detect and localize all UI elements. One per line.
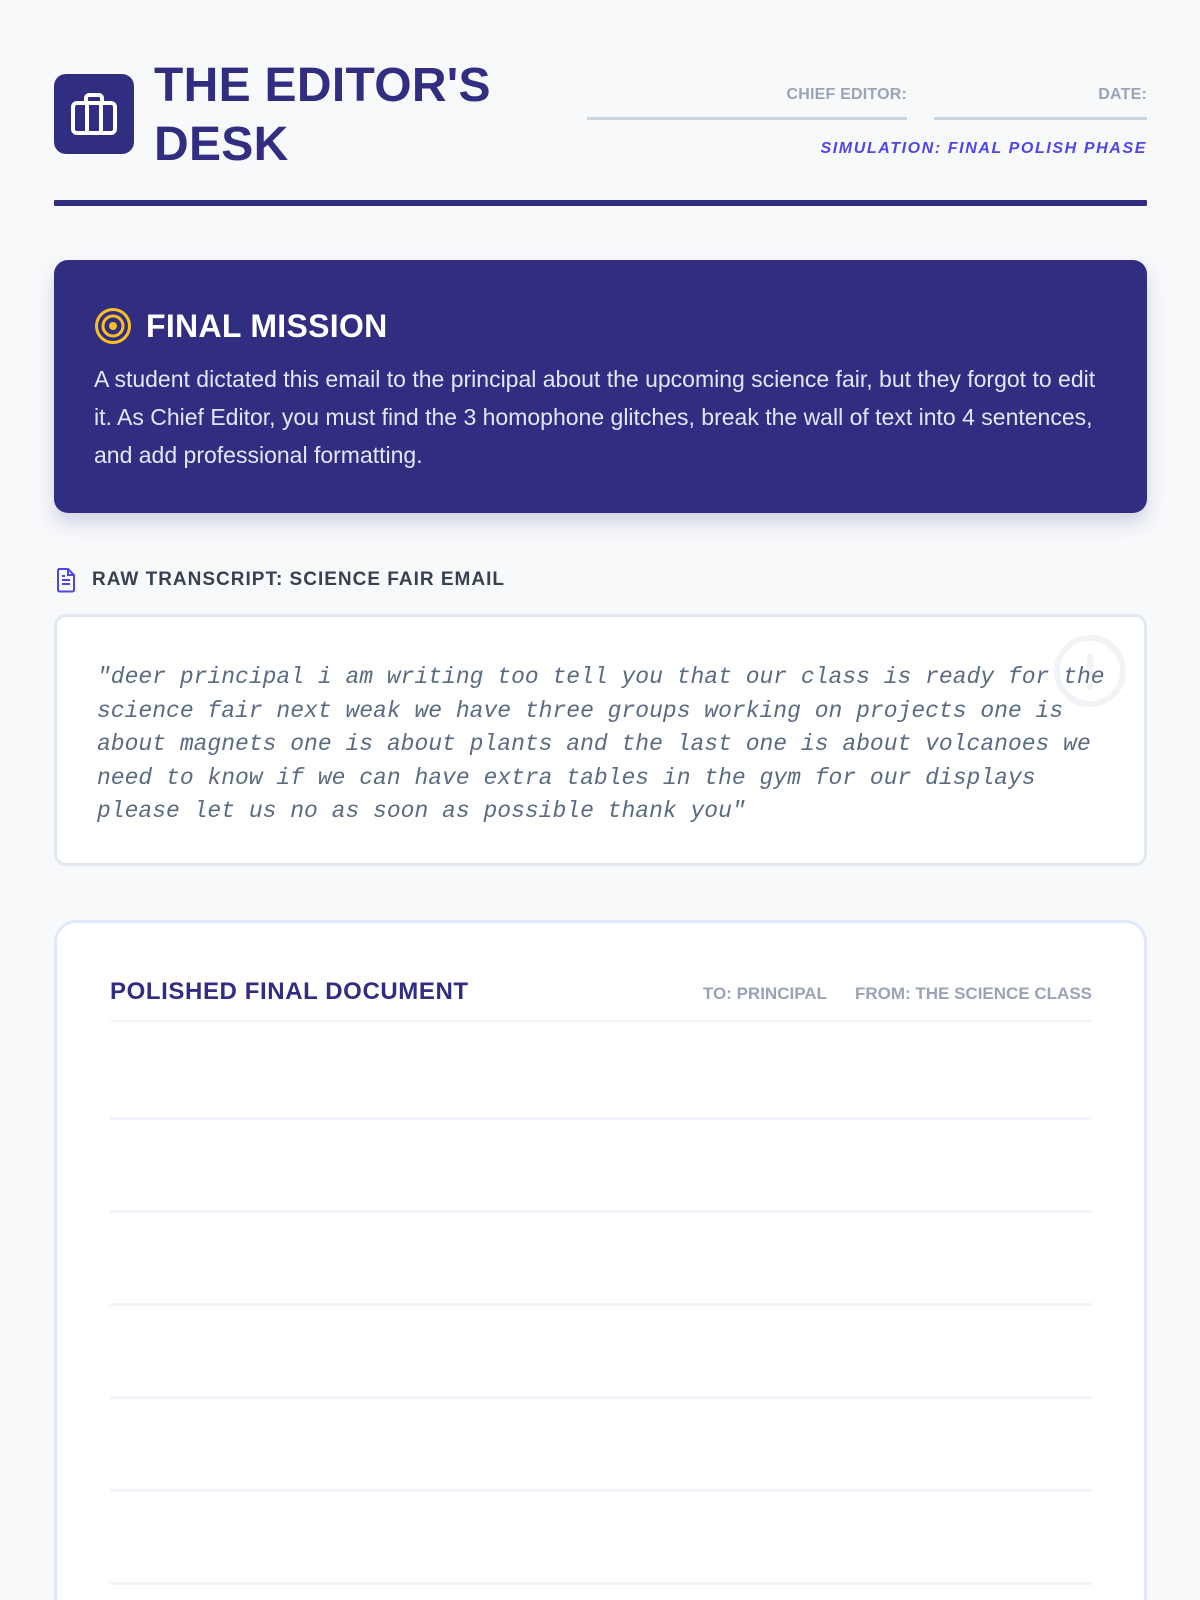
- writing-line[interactable]: [110, 1117, 1092, 1120]
- date-field[interactable]: [934, 86, 1147, 120]
- from-sender: FROM: THE SCIENCE CLASS: [854, 984, 1092, 1003]
- logo: [54, 74, 134, 154]
- header-divider: [54, 200, 1147, 206]
- mission-title: FINAL MISSION: [146, 307, 388, 344]
- mission-card: [54, 260, 1147, 513]
- mission-heading: [94, 306, 388, 346]
- simulation-phase-label: SIMULATION: FINAL POLISH PHASE: [820, 140, 1147, 157]
- briefcase-icon: [70, 92, 118, 136]
- polished-document-header: [110, 978, 1092, 1022]
- writing-line[interactable]: [110, 1210, 1092, 1213]
- transcript-section-label: [54, 566, 505, 594]
- writing-line[interactable]: [110, 1303, 1092, 1306]
- chief-editor-label: CHIEF EDITOR:: [786, 86, 907, 103]
- document-icon: [54, 567, 78, 593]
- header: [54, 56, 1147, 176]
- transcript-title: RAW TRANSCRIPT: SCIENCE FAIR EMAIL: [92, 569, 505, 590]
- raw-transcript-box: [54, 614, 1147, 866]
- mission-description: A student dictated this email to the principal about the upcoming science fair, but they forgot to edit it. As Chief Editor, you must find the 3 homophone glitches, break the wall of text into 4 sentences, and add professional formatting.: [94, 366, 1096, 468]
- page: [54, 0, 1147, 1600]
- writing-line[interactable]: [110, 1489, 1092, 1492]
- transcript-text: "deer principal i am writing too tell you that our class is ready for the science fair next weak we have three groups working on projects one is about magnets one is about plants and the last one is about volcanoes we need to know if we can have extra tables in the gym for our displays please let us no as soon as possible thank you": [97, 664, 1105, 824]
- date-label: DATE:: [1098, 86, 1147, 103]
- to-recipient: TO: PRINCIPAL: [702, 984, 827, 1003]
- chief-editor-field[interactable]: [587, 86, 907, 120]
- polished-document-title: POLISHED FINAL DOCUMENT: [110, 978, 469, 1005]
- polished-document: [54, 920, 1147, 1600]
- writing-line[interactable]: [110, 1396, 1092, 1399]
- header-meta: [587, 86, 1147, 206]
- page-title: THE EDITOR'S DESK: [154, 59, 491, 171]
- polished-document-meta: [703, 984, 1092, 1004]
- writing-line[interactable]: [110, 1582, 1092, 1585]
- target-icon: [94, 307, 132, 345]
